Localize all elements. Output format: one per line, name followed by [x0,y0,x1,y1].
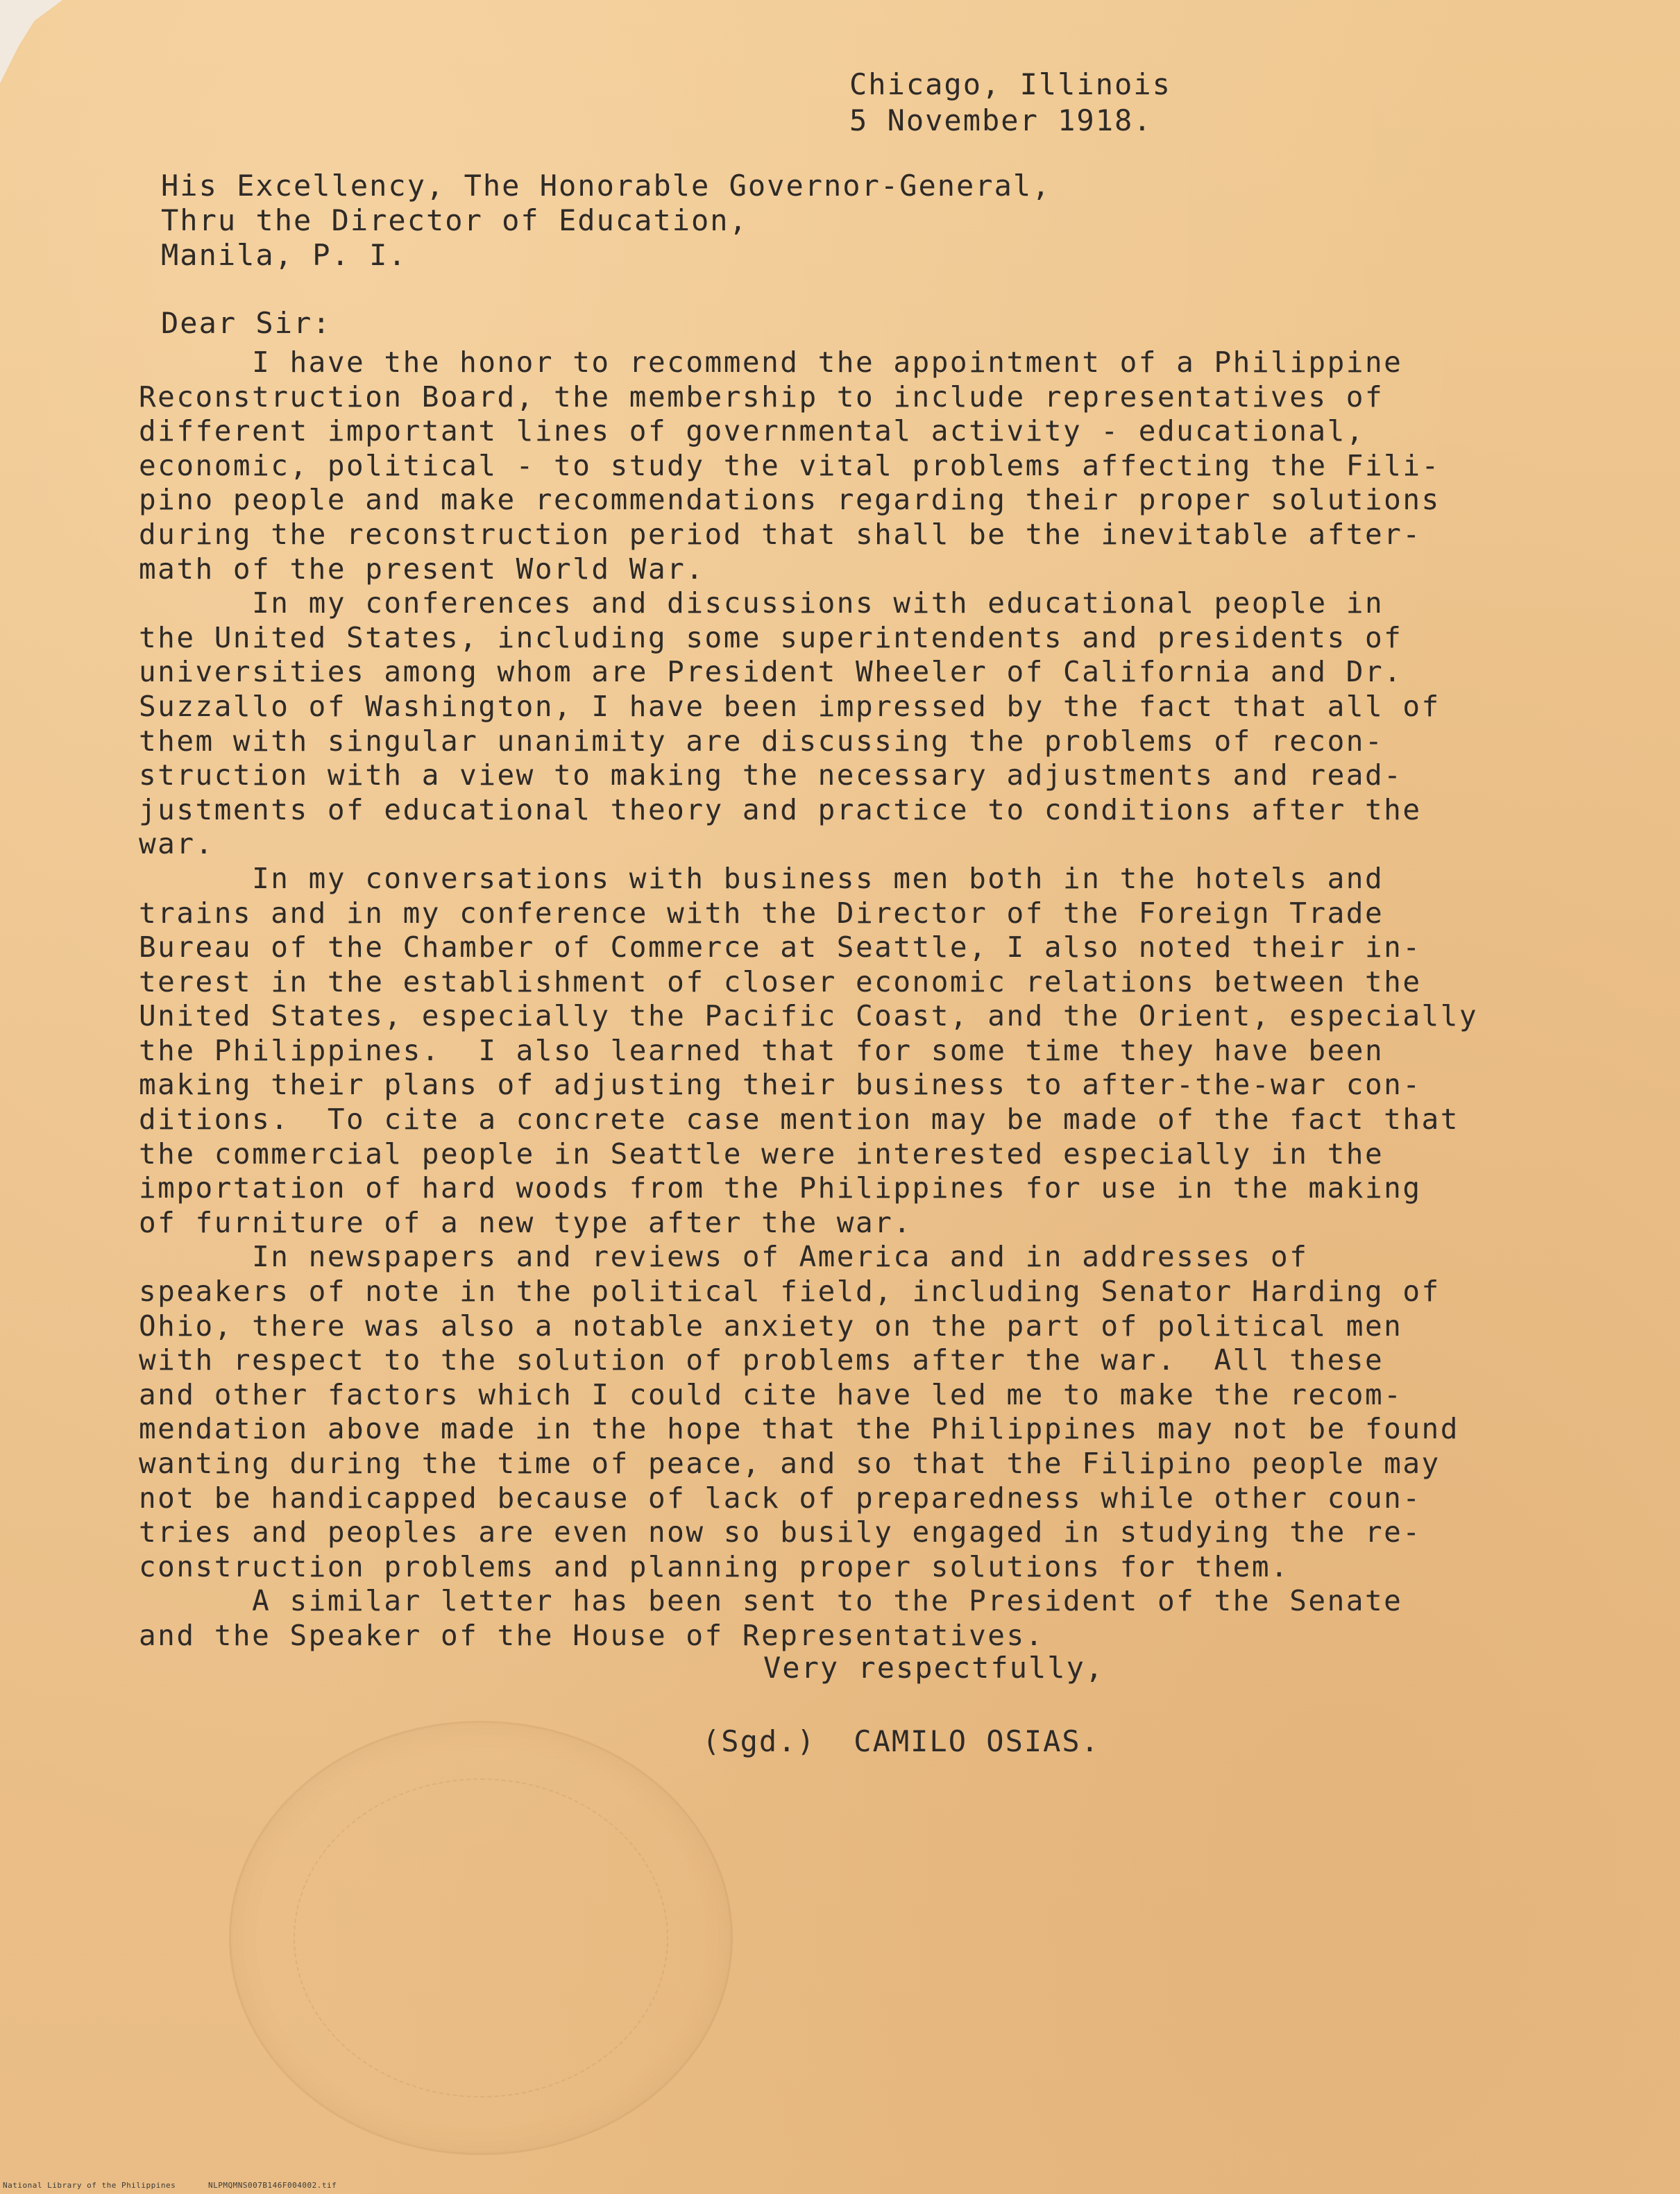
body-line: terest in the establishment of closer economic relations between the [139,964,1422,998]
closing: Very respectfully, [763,1651,1105,1685]
body-line: and the Speaker of the House of Representatives. [139,1618,1044,1652]
body-line: A similar letter has been sent to the President of the Senate [139,1584,1403,1618]
body-line: economic, political - to study the vital problems affecting the Fili- [139,448,1441,482]
body-line: the United States, including some superintendents and presidents of [139,620,1403,654]
body-line: making their plans of adjusting their business to after-the-war con- [139,1068,1422,1102]
addressee-line-2: Thru the Director of Education, [161,203,748,237]
body-line: importation of hard woods from the Philippines for use in the making [139,1171,1422,1205]
footer-library: National Library of the Philippines [3,2181,176,2190]
body-line: universities among whom are President Wheeler of California and Dr. [139,655,1403,689]
addressee-line-1: His Excellency, The Honorable Governor-General, [161,169,1051,203]
body-line: mendation above made in the hope that the Philippines may not be found [139,1412,1459,1446]
body-line: In my conversations with business men both in the hotels and [139,861,1384,895]
body-line: trains and in my conference with the Director of the Foreign Trade [139,896,1384,930]
body-line: Suzzallo of Washington, I have been impressed by the fact that all of [139,689,1441,723]
body-line: United States, especially the Pacific Coast, and the Orient, especially [139,999,1479,1033]
signature: (Sgd.) CAMILO OSIAS. [702,1724,1101,1758]
body-line: different important lines of governmental activity - educational, [139,414,1365,448]
body-line: tries and peoples are even now so busily engaged in studying the re- [139,1515,1422,1549]
body-line: In newspapers and reviews of America and in addresses of [139,1240,1309,1274]
body-line: In my conferences and discussions with educational people in [139,586,1384,620]
body-line: with respect to the solution of problems after the war. All these [139,1343,1384,1377]
body-line: construction problems and planning proper solutions for them. [139,1549,1290,1583]
body-line: Reconstruction Board, the membership to include representatives of [139,380,1384,414]
body-line: war. [139,827,214,861]
body-line: math of the present World War. [139,552,705,586]
body-line: them with singular unanimity are discussing the problems of recon- [139,724,1384,758]
body-line: justments of educational theory and practice to conditions after the [139,792,1422,826]
torn-corner [0,0,62,83]
body-line: struction with a view to making the necessary adjustments and read- [139,758,1403,792]
body-line: speakers of note in the political field, including Senator Harding of [139,1275,1441,1309]
embossed-seal-inner-ring [294,1778,668,2098]
body-line: Ohio, there was also a notable anxiety on the part of political men [139,1309,1403,1343]
body-line: not be handicapped because of lack of preparedness while other coun- [139,1481,1422,1515]
body-line: ditions. To cite a concrete case mention may be made of the fact that [139,1103,1459,1137]
letter-body [139,346,1617,1653]
body-line: Bureau of the Chamber of Commerce at Seattle, I also noted their in- [139,930,1422,964]
embossed-seal [229,1721,733,2155]
body-line: during the reconstruction period that shall be the inevitable after- [139,517,1422,551]
body-line: and other factors which I could cite have led me to make the recom- [139,1377,1403,1411]
addressee-line-3: Manila, P. I. [161,238,407,272]
body-line: the commercial people in Seattle were interested especially in the [139,1137,1384,1171]
body-line: the Philippines. I also learned that for some time they have been [139,1033,1384,1067]
place-line: Chicago, Illinois [849,67,1171,101]
body-line: of furniture of a new type after the war. [139,1205,913,1239]
body-line: wanting during the time of peace, and so that the Filipino people may [139,1447,1441,1480]
body-line: I have the honor to recommend the appointment of a Philippine [139,346,1403,379]
footer-file-id: NLPMQMNS007B146F004002.tif [208,2181,337,2190]
body-line: pino people and make recommendations regarding their proper solutions [139,483,1441,517]
salutation: Dear Sir: [161,306,332,340]
date-line: 5 November 1918. [849,103,1153,137]
